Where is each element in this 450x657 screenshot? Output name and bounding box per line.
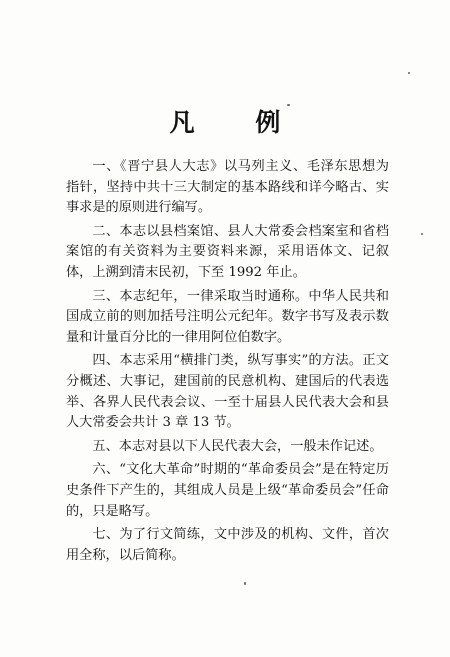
scan-speck	[421, 233, 423, 235]
scan-speck	[287, 104, 290, 106]
page-title: 凡 例	[169, 108, 307, 137]
paragraph-6: 六、“文化大革命”时期的“革命委员会”是在特定历史条件下产生的，其组成人员是上级“革命委员会”任命的，只是略写。	[66, 462, 389, 519]
paragraph-3: 三、本志纪年，一律采取当时通称。中华人民共和国成立前的则加括号注明公元纪年。数字书写及表示数量和计量百分比的一律用阿位伯数字。	[66, 288, 389, 345]
paragraph-7: 七、为了行文简练，文中涉及的机构、文件，首次用全称，以后简称。	[66, 527, 389, 563]
paragraph-1: 一、《晋宁县人大志》以马列主义、毛泽东思想为指针，坚持中共十三大制定的基本路线和详今略古、实事求是的原则进行编写。	[66, 159, 389, 216]
scan-speck	[244, 582, 246, 585]
paragraph-2: 二、本志以县档案馆、县人大常委会档案室和省档案馆的有关资料为主要资料来源，采用语体文、记叙体，上溯到清末民初，下至 1992 年止。	[66, 223, 389, 280]
body-text	[66, 157, 389, 569]
scan-speck	[408, 72, 410, 74]
paragraph-5: 五、本志对县以下人民代表大会，一般未作记述。	[92, 438, 383, 454]
paragraph-4: 四、本志采用“横排门类，纵写事实”的方法。正文分概述、大事记，建国前的民意机构、建国后的代表选举、各界人民代表会议、一至十届县人民代表大会和县人大常委会共计 3 章 13 节。	[66, 353, 389, 431]
